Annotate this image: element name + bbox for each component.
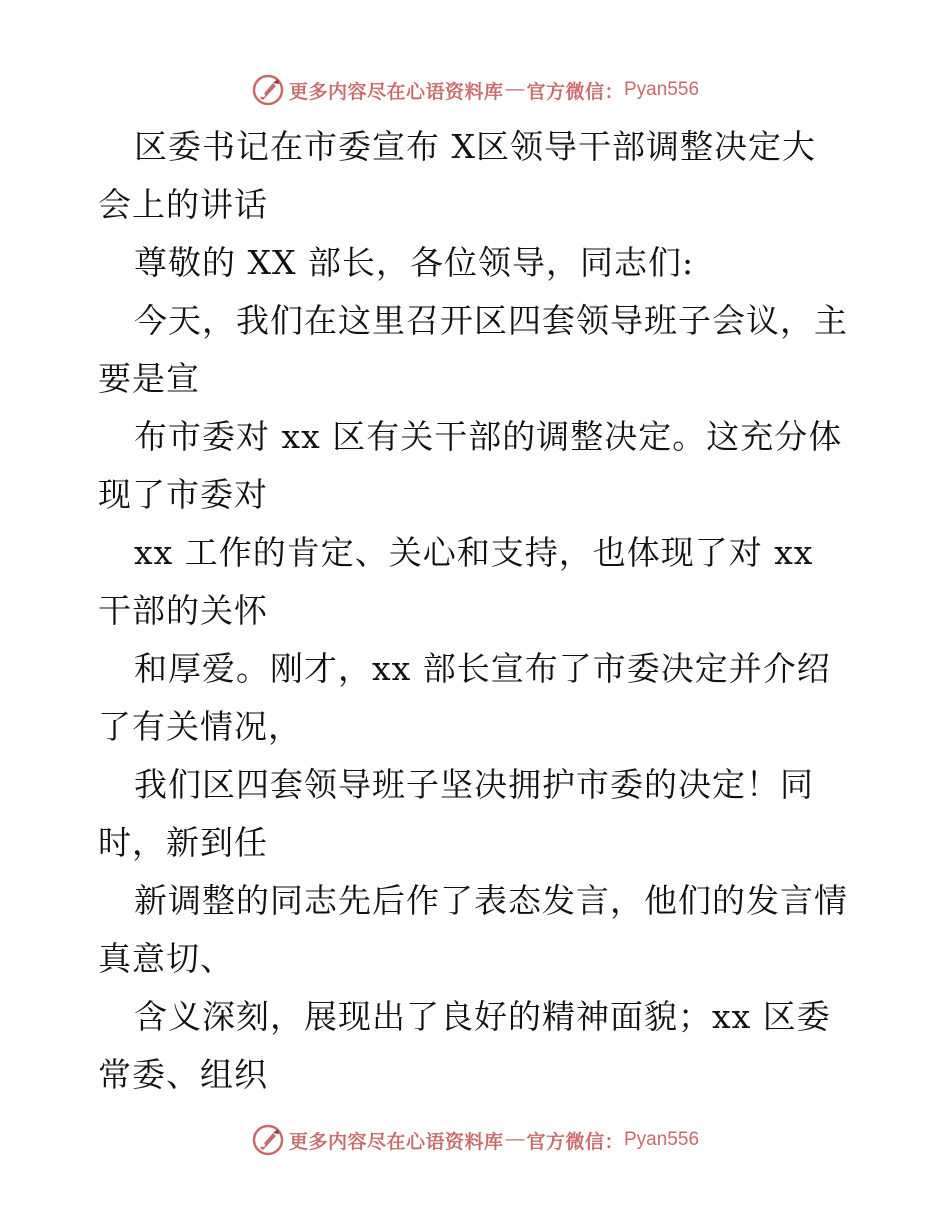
body-line: 含义深刻，展现出了良好的精神面貌；xx 区委 xyxy=(134,997,831,1036)
body-line: 今天，我们在这里召开区四套领导班子会议，主 xyxy=(134,301,848,340)
body-line: 布市委对 xx 区有关干部的调整决定。这充分体 xyxy=(134,417,843,456)
watermark-label: 官方微信： xyxy=(526,81,624,103)
body-line: 干部的关怀 xyxy=(98,591,268,630)
watermark-brand-text: 更多内容尽在心语资料库 xyxy=(288,81,504,103)
body-line: 要是宣 xyxy=(98,359,200,398)
body-line: xx 工作的肯定、关心和支持，也体现了对 xx xyxy=(134,533,814,572)
body-line: 我们区四套领导班子坚决拥护市委的决定！同 xyxy=(134,765,814,804)
watermark-label: 官方微信： xyxy=(526,1131,624,1153)
watermark-account: Pyan556 xyxy=(624,1129,700,1150)
header-watermark xyxy=(0,72,950,108)
body-line: 现了市委对 xyxy=(98,475,268,514)
body-line: 常委、组织 xyxy=(98,1055,268,1094)
title-line-1: 区委书记在市委宣布 X区领导干部调整决定大 xyxy=(134,127,816,166)
body-line: 了有关情况， xyxy=(98,707,302,746)
footer-watermark xyxy=(0,1122,950,1158)
body-line: 真意切、 xyxy=(98,939,234,978)
title-line-2: 会上的讲话 xyxy=(98,185,268,224)
watermark-separator: — xyxy=(505,79,525,100)
body-line: 和厚爱。刚才，xx 部长宣布了市委决定并介绍 xyxy=(134,649,831,688)
document-body xyxy=(98,118,868,1104)
body-line: 时，新到任 xyxy=(98,823,268,862)
watermark-brand-text: 更多内容尽在心语资料库 xyxy=(288,1131,504,1153)
pen-logo-icon xyxy=(251,73,285,107)
salutation-line: 尊敬的 XX 部长，各位领导，同志们: xyxy=(134,243,695,282)
watermark-separator: — xyxy=(505,1129,525,1150)
pen-logo-icon xyxy=(251,1123,285,1157)
body-line: 新调整的同志先后作了表态发言，他们的发言情 xyxy=(134,881,848,920)
watermark-account: Pyan556 xyxy=(624,79,700,100)
